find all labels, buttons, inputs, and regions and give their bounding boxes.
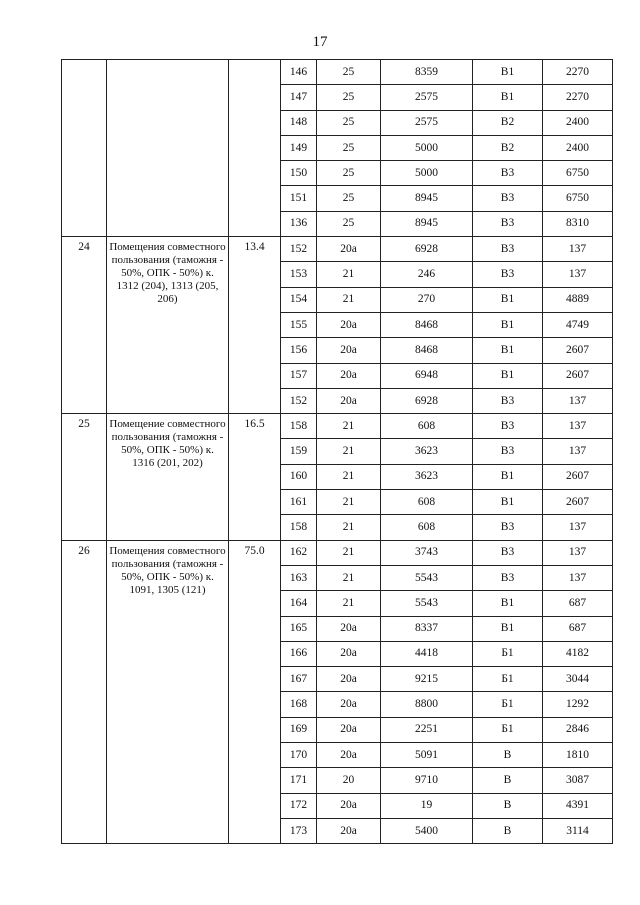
value-cell: 2607 bbox=[543, 338, 613, 363]
id-cell: 4418 bbox=[381, 641, 473, 666]
value-cell: 137 bbox=[543, 565, 613, 590]
category-cell: Б1 bbox=[473, 692, 543, 717]
floor-cell: 25 bbox=[317, 110, 381, 135]
id-cell: 5400 bbox=[381, 818, 473, 843]
floor-cell: 21 bbox=[317, 414, 381, 439]
value-cell: 2607 bbox=[543, 490, 613, 515]
id-cell: 8945 bbox=[381, 211, 473, 236]
id-cell: 246 bbox=[381, 262, 473, 287]
category-cell: В1 bbox=[473, 60, 543, 85]
category-cell: В3 bbox=[473, 186, 543, 211]
value-cell: 4391 bbox=[543, 793, 613, 818]
id-cell: 3623 bbox=[381, 439, 473, 464]
category-cell: В2 bbox=[473, 110, 543, 135]
value-cell: 6750 bbox=[543, 186, 613, 211]
id-cell: 2575 bbox=[381, 110, 473, 135]
value-cell: 3087 bbox=[543, 768, 613, 793]
id-cell: 6928 bbox=[381, 237, 473, 262]
point-number-cell: 151 bbox=[281, 186, 317, 211]
point-number-cell: 172 bbox=[281, 793, 317, 818]
point-number-cell: 158 bbox=[281, 515, 317, 540]
point-number-cell: 165 bbox=[281, 616, 317, 641]
id-cell: 270 bbox=[381, 287, 473, 312]
value-cell: 4182 bbox=[543, 641, 613, 666]
category-cell: В3 bbox=[473, 388, 543, 413]
id-cell: 5543 bbox=[381, 565, 473, 590]
point-number-cell: 150 bbox=[281, 161, 317, 186]
category-cell: В3 bbox=[473, 262, 543, 287]
id-cell: 5000 bbox=[381, 135, 473, 160]
points-table bbox=[61, 59, 613, 844]
floor-cell: 20а bbox=[317, 338, 381, 363]
value-cell: 137 bbox=[543, 439, 613, 464]
floor-cell: 20а bbox=[317, 793, 381, 818]
room-number-cell bbox=[62, 60, 107, 237]
point-number-cell: 169 bbox=[281, 717, 317, 742]
point-number-cell: 173 bbox=[281, 818, 317, 843]
floor-cell: 25 bbox=[317, 186, 381, 211]
category-cell: В3 bbox=[473, 515, 543, 540]
value-cell: 687 bbox=[543, 591, 613, 616]
category-cell: В bbox=[473, 768, 543, 793]
category-cell: В3 bbox=[473, 540, 543, 565]
floor-cell: 21 bbox=[317, 591, 381, 616]
id-cell: 19 bbox=[381, 793, 473, 818]
room-area-cell: 75.0 bbox=[229, 540, 281, 844]
room-area-cell: 16.5 bbox=[229, 414, 281, 540]
value-cell: 137 bbox=[543, 388, 613, 413]
id-cell: 3743 bbox=[381, 540, 473, 565]
point-number-cell: 167 bbox=[281, 667, 317, 692]
id-cell: 5000 bbox=[381, 161, 473, 186]
category-cell: В3 bbox=[473, 161, 543, 186]
value-cell: 137 bbox=[543, 237, 613, 262]
value-cell: 8310 bbox=[543, 211, 613, 236]
id-cell: 6948 bbox=[381, 363, 473, 388]
category-cell: В1 bbox=[473, 338, 543, 363]
room-name-cell bbox=[107, 60, 229, 237]
page-number: 17 bbox=[312, 34, 328, 50]
value-cell: 6750 bbox=[543, 161, 613, 186]
value-cell: 3044 bbox=[543, 667, 613, 692]
category-cell: В1 bbox=[473, 85, 543, 110]
floor-cell: 21 bbox=[317, 287, 381, 312]
point-number-cell: 163 bbox=[281, 565, 317, 590]
id-cell: 9215 bbox=[381, 667, 473, 692]
category-cell: Б1 bbox=[473, 641, 543, 666]
id-cell: 5543 bbox=[381, 591, 473, 616]
id-cell: 8945 bbox=[381, 186, 473, 211]
table-row bbox=[62, 540, 613, 565]
floor-cell: 21 bbox=[317, 490, 381, 515]
value-cell: 2607 bbox=[543, 363, 613, 388]
point-number-cell: 149 bbox=[281, 135, 317, 160]
floor-cell: 25 bbox=[317, 60, 381, 85]
category-cell: Б1 bbox=[473, 717, 543, 742]
value-cell: 2270 bbox=[543, 85, 613, 110]
value-cell: 137 bbox=[543, 414, 613, 439]
floor-cell: 20а bbox=[317, 743, 381, 768]
value-cell: 2400 bbox=[543, 135, 613, 160]
floor-cell: 20а bbox=[317, 818, 381, 843]
id-cell: 608 bbox=[381, 414, 473, 439]
category-cell: В1 bbox=[473, 591, 543, 616]
category-cell: В1 bbox=[473, 616, 543, 641]
floor-cell: 21 bbox=[317, 439, 381, 464]
point-number-cell: 147 bbox=[281, 85, 317, 110]
point-number-cell: 158 bbox=[281, 414, 317, 439]
room-area-cell: 13.4 bbox=[229, 237, 281, 414]
point-number-cell: 152 bbox=[281, 388, 317, 413]
room-name-cell: Помещения совместного пользования (таможня - 50%, ОПК - 50%) к. 1091, 1305 (121) bbox=[107, 540, 229, 844]
category-cell: В3 bbox=[473, 565, 543, 590]
value-cell: 1810 bbox=[543, 743, 613, 768]
category-cell: В3 bbox=[473, 237, 543, 262]
category-cell: В1 bbox=[473, 363, 543, 388]
floor-cell: 20а bbox=[317, 692, 381, 717]
point-number-cell: 166 bbox=[281, 641, 317, 666]
point-number-cell: 157 bbox=[281, 363, 317, 388]
room-number-cell: 25 bbox=[62, 414, 107, 540]
room-name-cell: Помещения совместного пользования (таможня - 50%, ОПК - 50%) к. 1312 (204), 1313 (205, 206) bbox=[107, 237, 229, 414]
category-cell: В bbox=[473, 793, 543, 818]
point-number-cell: 148 bbox=[281, 110, 317, 135]
value-cell: 2607 bbox=[543, 464, 613, 489]
floor-cell: 21 bbox=[317, 464, 381, 489]
id-cell: 2575 bbox=[381, 85, 473, 110]
category-cell: В1 bbox=[473, 464, 543, 489]
floor-cell: 25 bbox=[317, 135, 381, 160]
point-number-cell: 168 bbox=[281, 692, 317, 717]
floor-cell: 25 bbox=[317, 211, 381, 236]
floor-cell: 20а bbox=[317, 717, 381, 742]
id-cell: 6928 bbox=[381, 388, 473, 413]
id-cell: 8468 bbox=[381, 338, 473, 363]
value-cell: 687 bbox=[543, 616, 613, 641]
point-number-cell: 156 bbox=[281, 338, 317, 363]
room-number-cell: 26 bbox=[62, 540, 107, 844]
floor-cell: 21 bbox=[317, 262, 381, 287]
value-cell: 137 bbox=[543, 540, 613, 565]
category-cell: В3 bbox=[473, 211, 543, 236]
floor-cell: 20а bbox=[317, 641, 381, 666]
floor-cell: 25 bbox=[317, 85, 381, 110]
category-cell: Б1 bbox=[473, 667, 543, 692]
point-number-cell: 136 bbox=[281, 211, 317, 236]
id-cell: 5091 bbox=[381, 743, 473, 768]
floor-cell: 20а bbox=[317, 363, 381, 388]
point-number-cell: 164 bbox=[281, 591, 317, 616]
category-cell: В1 bbox=[473, 312, 543, 337]
point-number-cell: 170 bbox=[281, 743, 317, 768]
point-number-cell: 153 bbox=[281, 262, 317, 287]
id-cell: 608 bbox=[381, 490, 473, 515]
point-number-cell: 154 bbox=[281, 287, 317, 312]
category-cell: В1 bbox=[473, 490, 543, 515]
point-number-cell: 152 bbox=[281, 237, 317, 262]
table-row bbox=[62, 60, 613, 85]
point-number-cell: 155 bbox=[281, 312, 317, 337]
room-number-cell: 24 bbox=[62, 237, 107, 414]
floor-cell: 20а bbox=[317, 388, 381, 413]
point-number-cell: 159 bbox=[281, 439, 317, 464]
category-cell: В1 bbox=[473, 287, 543, 312]
value-cell: 1292 bbox=[543, 692, 613, 717]
point-number-cell: 162 bbox=[281, 540, 317, 565]
value-cell: 2846 bbox=[543, 717, 613, 742]
id-cell: 8468 bbox=[381, 312, 473, 337]
value-cell: 4889 bbox=[543, 287, 613, 312]
category-cell: В3 bbox=[473, 439, 543, 464]
room-name-cell: Помещение совместного пользования (таможня - 50%, ОПК - 50%) к. 1316 (201, 202) bbox=[107, 414, 229, 540]
value-cell: 3114 bbox=[543, 818, 613, 843]
category-cell: В bbox=[473, 743, 543, 768]
id-cell: 608 bbox=[381, 515, 473, 540]
floor-cell: 25 bbox=[317, 161, 381, 186]
floor-cell: 21 bbox=[317, 515, 381, 540]
floor-cell: 20а bbox=[317, 667, 381, 692]
value-cell: 2270 bbox=[543, 60, 613, 85]
floor-cell: 20а bbox=[317, 312, 381, 337]
id-cell: 3623 bbox=[381, 464, 473, 489]
id-cell: 8800 bbox=[381, 692, 473, 717]
floor-cell: 20а bbox=[317, 616, 381, 641]
id-cell: 2251 bbox=[381, 717, 473, 742]
value-cell: 137 bbox=[543, 515, 613, 540]
value-cell: 2400 bbox=[543, 110, 613, 135]
floor-cell: 21 bbox=[317, 540, 381, 565]
id-cell: 8337 bbox=[381, 616, 473, 641]
floor-cell: 20 bbox=[317, 768, 381, 793]
point-number-cell: 146 bbox=[281, 60, 317, 85]
value-cell: 137 bbox=[543, 262, 613, 287]
value-cell: 4749 bbox=[543, 312, 613, 337]
room-area-cell bbox=[229, 60, 281, 237]
category-cell: В bbox=[473, 818, 543, 843]
table-row bbox=[62, 237, 613, 262]
table-row bbox=[62, 414, 613, 439]
point-number-cell: 160 bbox=[281, 464, 317, 489]
floor-cell: 21 bbox=[317, 565, 381, 590]
floor-cell: 20а bbox=[317, 237, 381, 262]
id-cell: 8359 bbox=[381, 60, 473, 85]
category-cell: В2 bbox=[473, 135, 543, 160]
point-number-cell: 171 bbox=[281, 768, 317, 793]
category-cell: В3 bbox=[473, 414, 543, 439]
id-cell: 9710 bbox=[381, 768, 473, 793]
point-number-cell: 161 bbox=[281, 490, 317, 515]
